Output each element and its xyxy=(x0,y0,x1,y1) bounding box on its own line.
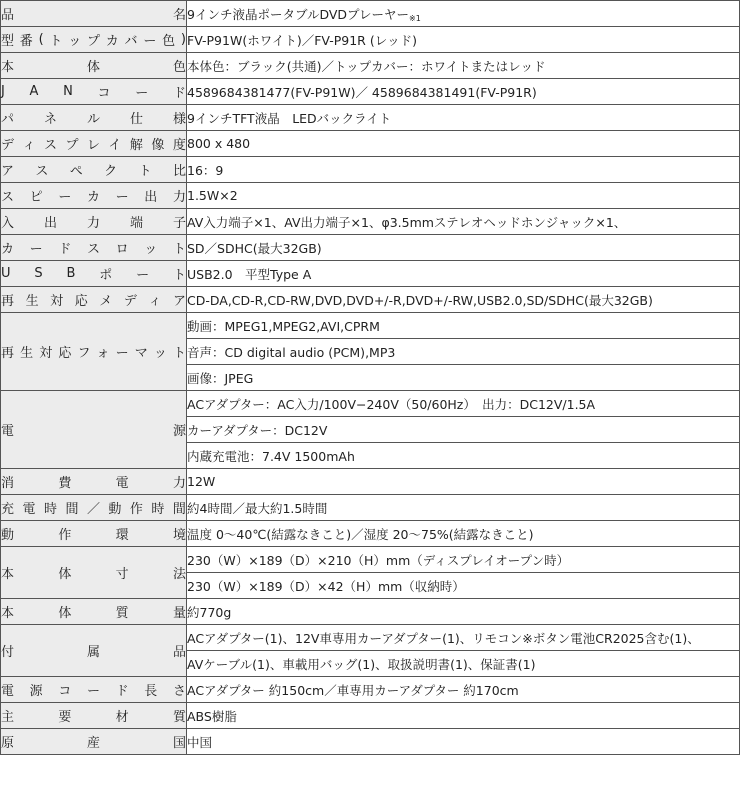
spec-value-cell xyxy=(187,27,740,53)
spec-value: 230（W）×189（D）×42（H）mm（収納時） xyxy=(187,578,465,594)
spec-label: 主 要 材 質 xyxy=(1,710,186,725)
spec-value: 本体色：ブラック(共通)／トップカバー：ホワイトまたはレッド xyxy=(187,58,546,74)
spec-row xyxy=(1,157,740,183)
spec-label-cell xyxy=(1,703,187,729)
spec-label: 再 生 対 応 フ ォ ー マ ッ ト xyxy=(1,346,186,361)
spec-label: デ ィ ス プ レ イ 解 像 度 xyxy=(1,138,186,153)
spec-value-cell xyxy=(187,651,740,677)
spec-label-cell xyxy=(1,157,187,183)
spec-row xyxy=(1,235,740,261)
spec-value: 画像：JPEG xyxy=(187,370,254,386)
spec-row xyxy=(1,729,740,755)
spec-label-cell xyxy=(1,183,187,209)
spec-label-cell xyxy=(1,131,187,157)
spec-label: 消 費 電 力 xyxy=(1,476,186,491)
spec-row xyxy=(1,79,740,105)
spec-row xyxy=(1,313,740,339)
spec-value: 230（W）×189（D）×210（H）mm（ディスプレイオープン時） xyxy=(187,552,570,568)
spec-row xyxy=(1,287,740,313)
spec-value-cell xyxy=(187,443,740,469)
spec-label-cell xyxy=(1,391,187,469)
spec-label-cell xyxy=(1,521,187,547)
spec-label-cell xyxy=(1,287,187,313)
spec-label-cell xyxy=(1,53,187,79)
spec-value: カーアダプター：DC12V xyxy=(187,422,328,438)
spec-value: 温度 0〜40℃(結露なきこと)／湿度 20〜75%(結露なきこと) xyxy=(187,526,534,542)
spec-value-cell xyxy=(187,105,740,131)
spec-value: ACアダプター(1)、12V車専用カーアダプター(1)、リモコン※ボタン電池CR2025含む(1)、 xyxy=(187,630,700,646)
spec-value-cell xyxy=(187,131,740,157)
spec-value: AV入力端子×1、AV出力端子×1、φ3.5mmステレオヘッドホンジャック×1、 xyxy=(187,214,627,230)
spec-row xyxy=(1,599,740,625)
spec-row xyxy=(1,703,740,729)
spec-value: 中国 xyxy=(187,734,213,750)
spec-value: 4589684381477(FV-P91W)／ 4589684381491(FV-P91R) xyxy=(187,84,537,100)
spec-row xyxy=(1,27,740,53)
spec-value-cell xyxy=(187,599,740,625)
spec-row xyxy=(1,261,740,287)
spec-label-cell xyxy=(1,209,187,235)
spec-label-cell xyxy=(1,599,187,625)
spec-label: ア ス ペ ク ト 比 xyxy=(1,164,186,179)
spec-label: 動 作 環 境 xyxy=(1,528,186,543)
spec-label-cell xyxy=(1,469,187,495)
spec-label: カ ー ド ス ロ ッ ト xyxy=(1,242,186,257)
footnote-mark: ※1 xyxy=(409,13,421,23)
spec-value: 動画：MPEG1,MPEG2,AVI,CPRM xyxy=(187,318,380,334)
spec-value-cell xyxy=(187,365,740,391)
spec-value: USB2.0 平型Type A xyxy=(187,266,312,282)
spec-value-cell xyxy=(187,1,740,27)
spec-value-cell xyxy=(187,521,740,547)
spec-label: 再 生 対 応 メ デ ィ ア xyxy=(1,294,186,309)
spec-label-cell xyxy=(1,495,187,521)
spec-label-cell xyxy=(1,677,187,703)
spec-value: 約4時間／最大約1.5時間 xyxy=(187,500,328,516)
spec-label-cell xyxy=(1,729,187,755)
spec-value: 内蔵充電池：7.4V 1500mAh xyxy=(187,448,355,464)
spec-label-cell xyxy=(1,79,187,105)
spec-label: U S B ポ ー ト xyxy=(1,266,186,283)
spec-row xyxy=(1,469,740,495)
spec-label-cell xyxy=(1,261,187,287)
spec-value-cell xyxy=(187,703,740,729)
spec-row xyxy=(1,547,740,573)
spec-row xyxy=(1,1,740,27)
spec-value: SD／SDHC(最大32GB) xyxy=(187,240,322,256)
spec-value-cell xyxy=(187,677,740,703)
spec-row xyxy=(1,495,740,521)
spec-label: 電 源 コ ー ド 長 さ xyxy=(1,684,186,699)
spec-label: 本 体 質 量 xyxy=(1,606,186,621)
spec-label: 電 源 xyxy=(1,424,186,439)
spec-value: 16：9 xyxy=(187,162,224,178)
spec-row xyxy=(1,53,740,79)
spec-value: ACアダプター：AC入力/100V−240V（50/60Hz） 出力：DC12V/1.5A xyxy=(187,396,596,412)
spec-label: パ ネ ル 仕 様 xyxy=(1,112,186,127)
spec-value-cell xyxy=(187,391,740,417)
spec-value-cell xyxy=(187,287,740,313)
spec-label: J A N コ ー ド xyxy=(1,84,186,101)
spec-label-cell xyxy=(1,27,187,53)
spec-value-cell xyxy=(187,729,740,755)
spec-row xyxy=(1,625,740,651)
spec-value-cell xyxy=(187,79,740,105)
spec-value-cell xyxy=(187,183,740,209)
spec-row xyxy=(1,521,740,547)
spec-value: ABS樹脂 xyxy=(187,708,237,724)
spec-value-cell xyxy=(187,469,740,495)
spec-label-cell xyxy=(1,547,187,599)
spec-label: ス ピ ー カ ー 出 力 xyxy=(1,190,186,205)
spec-label-cell xyxy=(1,235,187,261)
spec-value: 1.5W×2 xyxy=(187,188,238,203)
spec-label-cell xyxy=(1,313,187,391)
spec-value: FV-P91W(ホワイト)／FV-P91R (レッド) xyxy=(187,32,417,48)
spec-row xyxy=(1,131,740,157)
spec-label: 原 産 国 xyxy=(1,736,186,751)
spec-value-cell xyxy=(187,339,740,365)
spec-value: CD-DA,CD-R,CD-RW,DVD,DVD+/-R,DVD+/-RW,USB2.0,SD/SDHC(最大32GB) xyxy=(187,292,653,308)
spec-label: 型 番 ( ト ッ プ カ バ ー 色 ) xyxy=(1,32,186,49)
spec-value-cell xyxy=(187,235,740,261)
spec-value-cell xyxy=(187,573,740,599)
spec-row xyxy=(1,677,740,703)
spec-label-cell xyxy=(1,625,187,677)
spec-label: 入 出 力 端 子 xyxy=(1,216,186,231)
spec-label: 本 体 色 xyxy=(1,60,186,75)
spec-value-cell xyxy=(187,53,740,79)
spec-value: 12W xyxy=(187,474,216,489)
spec-value-cell xyxy=(187,495,740,521)
spec-value: 9インチTFT液晶 LEDバックライト xyxy=(187,110,392,126)
spec-label: 本 体 寸 法 xyxy=(1,567,186,582)
spec-value-cell xyxy=(187,261,740,287)
spec-table-body xyxy=(1,1,740,755)
spec-value: 約770g xyxy=(187,604,232,620)
spec-row xyxy=(1,391,740,417)
spec-value: AVケーブル(1)、車載用バッグ(1)、取扱説明書(1)、保証書(1) xyxy=(187,656,536,672)
spec-value-cell xyxy=(187,625,740,651)
spec-label: 付 属 品 xyxy=(1,645,186,660)
spec-value: 9インチ液晶ポータブルDVDプレーヤー xyxy=(187,6,410,22)
spec-value: 800 x 480 xyxy=(187,136,251,151)
spec-value-cell xyxy=(187,157,740,183)
spec-label-cell xyxy=(1,1,187,27)
spec-value-cell xyxy=(187,547,740,573)
spec-row xyxy=(1,105,740,131)
spec-label: 充 電 時 間 ／ 動 作 時 間 xyxy=(1,502,186,517)
spec-value-cell xyxy=(187,417,740,443)
spec-label-cell xyxy=(1,105,187,131)
spec-row xyxy=(1,209,740,235)
spec-label: 品 名 xyxy=(1,8,186,23)
spec-row xyxy=(1,183,740,209)
spec-value-cell xyxy=(187,209,740,235)
spec-value: ACアダプター 約150cm／車専用カーアダプター 約170cm xyxy=(187,682,519,698)
spec-value: 音声：CD digital audio (PCM),MP3 xyxy=(187,344,396,360)
spec-value-cell xyxy=(187,313,740,339)
